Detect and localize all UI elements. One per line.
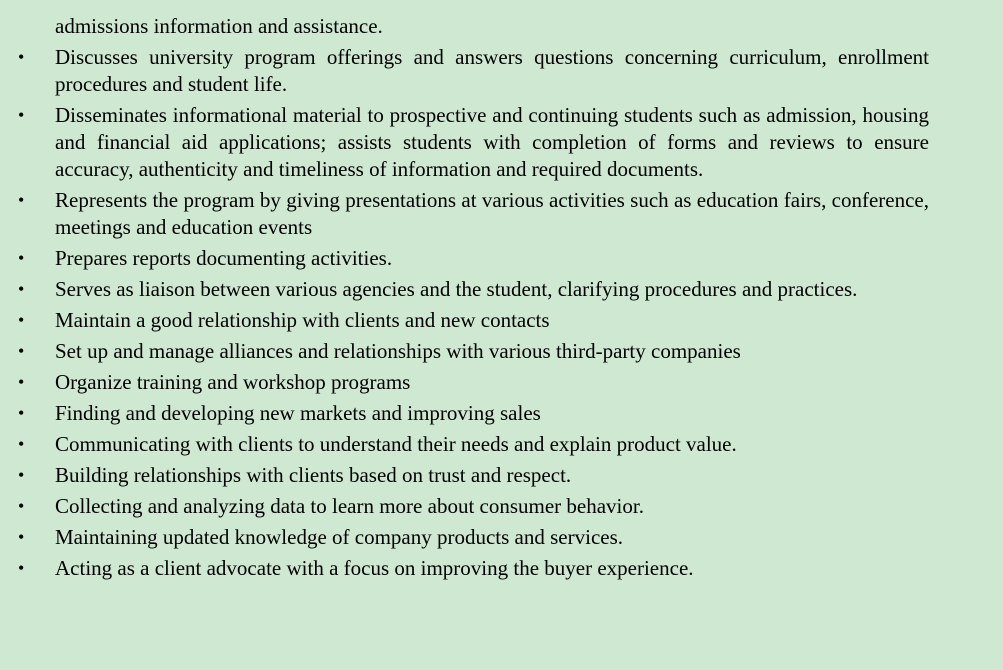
list-item (0, 187, 929, 241)
bullet-icon: • (18, 403, 25, 423)
bullet-icon: • (18, 558, 25, 578)
list-item (0, 462, 929, 489)
list-item (0, 555, 929, 582)
list-item (0, 338, 929, 365)
bullet-icon: • (18, 341, 25, 361)
list-item (0, 524, 929, 551)
list-item (0, 431, 929, 458)
list-item-text: Set up and manage alliances and relationships with various third-party companies (55, 339, 741, 363)
list-item-text: Maintain a good relationship with clients and new contacts (55, 308, 550, 332)
bullet-icon: • (18, 434, 25, 454)
bullet-icon: • (18, 248, 25, 268)
list-item-text: Represents the program by giving presentations at various activities such as education fairs, conference, meetings and education events (55, 188, 929, 239)
list-item (0, 276, 929, 303)
list-item (0, 44, 929, 98)
list-item-text: Maintaining updated knowledge of company products and services. (55, 525, 624, 549)
list-item (0, 245, 929, 272)
list-item (0, 369, 929, 396)
bullet-icon: • (18, 527, 25, 547)
bullet-icon: • (18, 310, 25, 330)
duties-list (0, 44, 1003, 582)
list-item (0, 307, 929, 334)
bullet-icon: • (18, 465, 25, 485)
list-item-text: Communicating with clients to understand their needs and explain product value. (55, 432, 737, 456)
list-item-text: Serves as liaison between various agencies and the student, clarifying procedures and practices. (55, 277, 858, 301)
list-item (0, 493, 929, 520)
list-item (0, 102, 929, 183)
list-item-text: Organize training and workshop programs (55, 370, 411, 394)
bullet-icon: • (18, 279, 25, 299)
bullet-icon: • (18, 47, 25, 67)
bullet-icon: • (18, 372, 25, 392)
list-item (0, 400, 929, 427)
continuation-text: admissions information and assistance. (55, 14, 383, 38)
bullet-icon: • (18, 496, 25, 516)
list-item-text: Collecting and analyzing data to learn more about consumer behavior. (55, 494, 644, 518)
bullet-icon: • (18, 190, 25, 210)
list-item-text: Disseminates informational material to prospective and continuing students such as admission, housing and financial aid applications; assists students with completion of forms and reviews to ensure accuracy, authenticity and timeliness of information and required documents. (55, 103, 929, 181)
list-item-text: Acting as a client advocate with a focus on improving the buyer experience. (55, 556, 694, 580)
list-item-text: Finding and developing new markets and improving sales (55, 401, 541, 425)
bullet-icon: • (18, 105, 25, 125)
list-item-text: Building relationships with clients based on trust and respect. (55, 463, 572, 487)
list-item-text: Prepares reports documenting activities. (55, 246, 393, 270)
list-item-text: Discusses university program offerings and answers questions concerning curriculum, enrollment procedures and student life. (55, 45, 929, 96)
